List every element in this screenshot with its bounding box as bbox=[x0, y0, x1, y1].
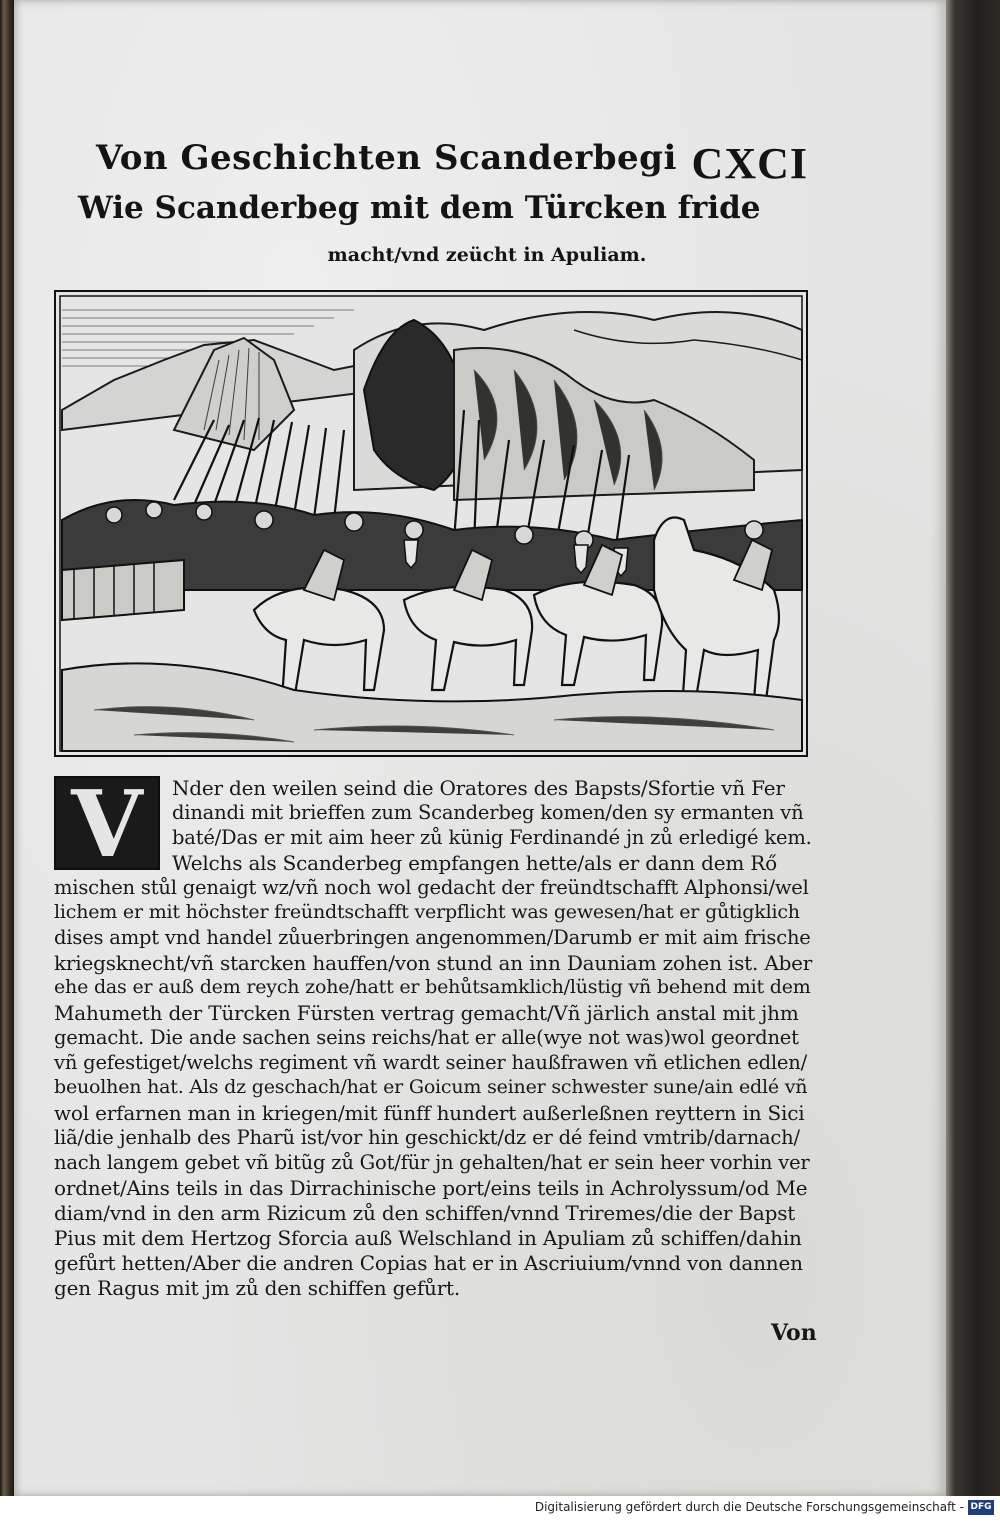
funding-credit: Digitalisierung gefördert durch die Deutsche Forschungsgemeinschaft - bbox=[534, 1500, 964, 1514]
text-line: Mahumeth der Türcken Fürsten vertrag gemacht/Vñ järlich anstal mit jhm bbox=[54, 1001, 799, 1025]
text-line: baté/Das er mit aim heer zů künig Ferdinandé jn zů erledigé kem. bbox=[172, 826, 812, 849]
text-line: Pius mit dem Hertzog Sforcia auß Welschland in Apuliam zů schiffen/dahin bbox=[54, 1226, 802, 1250]
text-line: gefůrt hetten/Aber die andren Copias hat er in Ascriuium/vnnd von dannen bbox=[54, 1251, 803, 1275]
text-line: liã/die jenhalb des Pharũ ist/vor hin geschickt/dz er dé feind vmtrib/darnach/ bbox=[54, 1126, 800, 1149]
catchword: Von bbox=[771, 1320, 817, 1346]
chapter-title: Wie Scanderbeg mit dem Türcken fride bbox=[78, 190, 761, 226]
dfg-logo-icon: DFG bbox=[968, 1500, 994, 1515]
folio-number: CXCI bbox=[691, 139, 808, 188]
text-line: vñ gefestiget/welchs regiment vñ wardt seiner haußfrawen vñ etlichen edlen/ bbox=[54, 1051, 808, 1074]
woodcut-illustration bbox=[54, 290, 808, 757]
text-line: Nder den weilen seind die Oratores des Bapsts/Sfortie vñ Fer bbox=[172, 776, 785, 800]
page-header bbox=[96, 138, 816, 193]
text-line: mischen stůl genaigt wz/vñ noch wol gedacht der freündtschafft Alphonsi/wel bbox=[54, 876, 809, 899]
text-line: diam/vnd in den arm Rizicum zů den schiffen/vnnd Triremes/die der Bapst bbox=[54, 1201, 796, 1225]
running-title: Von Geschichten Scanderbegi bbox=[96, 138, 677, 178]
decorated-initial bbox=[54, 770, 160, 878]
text-line: gemacht. Die ande sachen seins reichs/hat er alle(wye not was)wol geordnet bbox=[54, 1026, 799, 1049]
text-line: beuolhen hat. Als dz geschach/hat er Goicum seiner schwester sune/ain edlé vñ bbox=[54, 1076, 808, 1098]
text-line: dinandi mit brieffen zum Scanderbeg komen/den sy ermanten vñ bbox=[172, 801, 804, 824]
text-line: nach langem gebet vñ bitũg zů Got/für jn gehalten/hat er sein heer vorhin ver bbox=[54, 1151, 810, 1174]
text-line: dises ampt vnd handel zůuerbringen angenommen/Darumb er mit aim frische bbox=[54, 926, 811, 949]
book-page bbox=[14, 0, 946, 1496]
page-edge bbox=[946, 0, 1000, 1496]
text-line: ehe das er auß dem reych zohe/hatt er behůtsamklich/lüstig vñ behend mit dem bbox=[54, 976, 811, 998]
footer-bar bbox=[0, 1496, 1000, 1521]
book-binding bbox=[0, 0, 14, 1496]
text-line: lichem er mit höchster freündtschafft verpflicht was gewesen/hat er gůtigklich bbox=[54, 901, 800, 923]
text-line: kriegsknecht/vñ starcken hauffen/von stund an inn Dauniam zohen ist. Aber bbox=[54, 951, 813, 975]
text-line: Welchs als Scanderbeg empfangen hette/als er dann dem Rő bbox=[172, 851, 777, 875]
chapter-subtitle: macht/vnd zeücht in Apuliam. bbox=[327, 244, 647, 266]
text-line: ordnet/Ains teils in das Dirrachinische port/eins teils in Achrolyssum/od Me bbox=[54, 1176, 808, 1200]
woodcut-battle-scene bbox=[54, 290, 808, 757]
text-line: gen Ragus mit jm zů den schiffen gefůrt. bbox=[54, 1276, 461, 1300]
initial-letter: V bbox=[71, 770, 143, 878]
text-line: wol erfarnen man in kriegen/mit fünff hundert außerleßnen reyttern in Sici bbox=[54, 1101, 805, 1125]
